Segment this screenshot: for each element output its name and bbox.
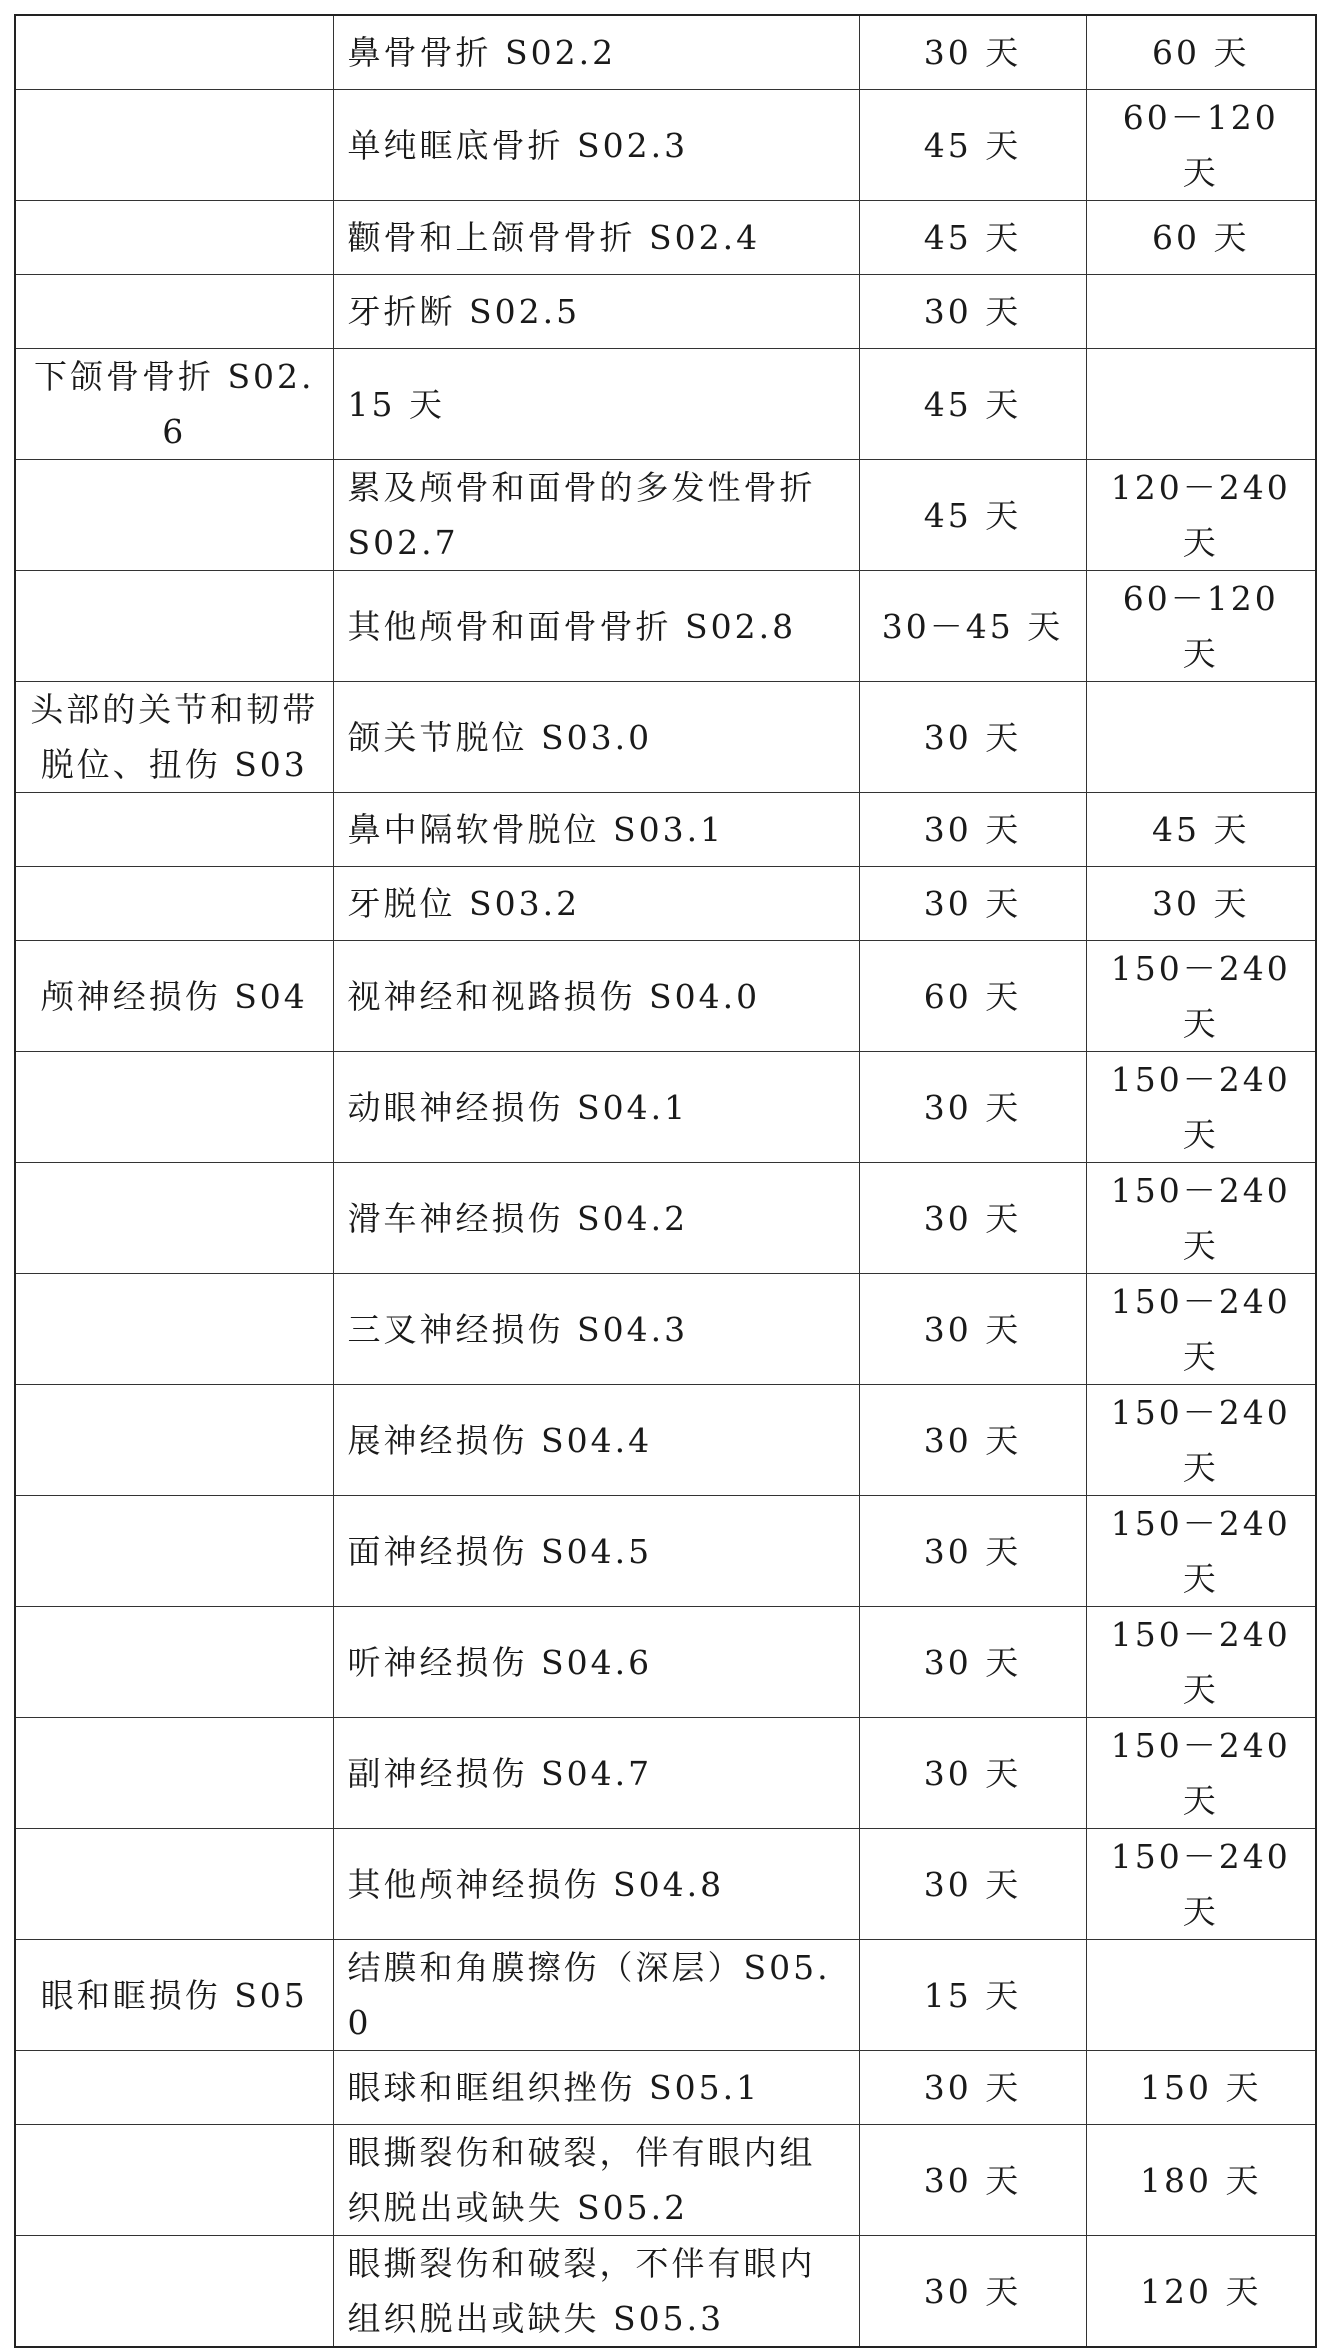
period-cell: 30 天: [859, 2051, 1086, 2125]
table-row: [15, 1829, 1316, 1940]
injury-cell: 面神经损伤 S04.5: [333, 1496, 859, 1607]
table-row: [15, 1718, 1316, 1829]
extended-period-cell: 150－240 天: [1086, 1163, 1316, 1274]
extended-period-cell: 150－240 天: [1086, 1274, 1316, 1385]
category-cell: [15, 1496, 333, 1607]
table-row: [15, 2236, 1316, 2348]
category-cell: [15, 571, 333, 682]
table-row: [15, 1274, 1316, 1385]
injury-cell: 结膜和角膜擦伤（深层）S05.0: [333, 1940, 859, 2051]
table-row: [15, 90, 1316, 201]
category-cell: [15, 90, 333, 201]
table-row: [15, 460, 1316, 571]
category-cell: [15, 1052, 333, 1163]
extended-period-cell: 45 天: [1086, 793, 1316, 867]
injury-cell: 副神经损伤 S04.7: [333, 1718, 859, 1829]
injury-cell: 眼球和眶组织挫伤 S05.1: [333, 2051, 859, 2125]
injury-cell: 展神经损伤 S04.4: [333, 1385, 859, 1496]
category-cell: [15, 1607, 333, 1718]
period-cell: 30 天: [859, 793, 1086, 867]
injury-cell: 牙折断 S02.5: [333, 275, 859, 349]
injury-cell: 听神经损伤 S04.6: [333, 1607, 859, 1718]
period-cell: 30 天: [859, 682, 1086, 793]
period-cell: 45 天: [859, 460, 1086, 571]
period-cell: 45 天: [859, 201, 1086, 275]
injury-period-table: [14, 14, 1317, 2348]
table-row: [15, 2051, 1316, 2125]
extended-period-cell: 150－240 天: [1086, 1385, 1316, 1496]
table-row: [15, 1385, 1316, 1496]
extended-period-cell: 150－240 天: [1086, 1607, 1316, 1718]
extended-period-cell: 150 天: [1086, 2051, 1316, 2125]
table-row: [15, 15, 1316, 90]
table-row: [15, 1607, 1316, 1718]
injury-cell: 动眼神经损伤 S04.1: [333, 1052, 859, 1163]
injury-cell: 滑车神经损伤 S04.2: [333, 1163, 859, 1274]
period-cell: 30 天: [859, 1274, 1086, 1385]
category-cell: 头部的关节和韧带脱位、扭伤 S03: [15, 682, 333, 793]
table-row: [15, 867, 1316, 941]
period-cell: 30 天: [859, 2125, 1086, 2236]
injury-cell: 单纯眶底骨折 S02.3: [333, 90, 859, 201]
document-page: [14, 14, 1315, 2348]
category-cell: [15, 201, 333, 275]
period-cell: 30 天: [859, 1829, 1086, 1940]
injury-cell: 颌关节脱位 S03.0: [333, 682, 859, 793]
table-row: [15, 1052, 1316, 1163]
extended-period-cell: [1086, 349, 1316, 460]
injury-cell: 眼撕裂伤和破裂，不伴有眼内组织脱出或缺失 S05.3: [333, 2236, 859, 2348]
category-cell: [15, 1829, 333, 1940]
category-cell: [15, 1274, 333, 1385]
extended-period-cell: 180 天: [1086, 2125, 1316, 2236]
period-cell: 30 天: [859, 1718, 1086, 1829]
extended-period-cell: 150－240 天: [1086, 1718, 1316, 1829]
injury-cell: 牙脱位 S03.2: [333, 867, 859, 941]
table-row: [15, 2125, 1316, 2236]
extended-period-cell: [1086, 1940, 1316, 2051]
period-cell: 30－45 天: [859, 571, 1086, 682]
injury-cell: 视神经和视路损伤 S04.0: [333, 941, 859, 1052]
table-body: [15, 15, 1316, 2347]
period-cell: 30 天: [859, 1052, 1086, 1163]
table-row: [15, 349, 1316, 460]
period-cell: 30 天: [859, 867, 1086, 941]
period-cell: 30 天: [859, 1607, 1086, 1718]
category-cell: [15, 275, 333, 349]
table-row: [15, 201, 1316, 275]
table-row: [15, 793, 1316, 867]
table-row: [15, 1940, 1316, 2051]
injury-cell: 三叉神经损伤 S04.3: [333, 1274, 859, 1385]
injury-cell: 累及颅骨和面骨的多发性骨折 S02.7: [333, 460, 859, 571]
extended-period-cell: 150－240 天: [1086, 1496, 1316, 1607]
extended-period-cell: 150－240 天: [1086, 1829, 1316, 1940]
period-cell: 45 天: [859, 349, 1086, 460]
category-cell: [15, 2236, 333, 2348]
injury-cell: 其他颅骨和面骨骨折 S02.8: [333, 571, 859, 682]
category-cell: [15, 2051, 333, 2125]
period-cell: 30 天: [859, 1385, 1086, 1496]
extended-period-cell: [1086, 682, 1316, 793]
injury-cell: 颧骨和上颌骨骨折 S02.4: [333, 201, 859, 275]
table-row: [15, 571, 1316, 682]
extended-period-cell: [1086, 275, 1316, 349]
injury-cell: 鼻骨骨折 S02.2: [333, 15, 859, 90]
category-cell: [15, 1163, 333, 1274]
extended-period-cell: 60 天: [1086, 201, 1316, 275]
category-cell: [15, 2125, 333, 2236]
period-cell: 30 天: [859, 275, 1086, 349]
category-cell: 颅神经损伤 S04: [15, 941, 333, 1052]
extended-period-cell: 150－240 天: [1086, 1052, 1316, 1163]
period-cell: 30 天: [859, 1163, 1086, 1274]
category-cell: [15, 460, 333, 571]
table-row: [15, 1163, 1316, 1274]
extended-period-cell: 150－240 天: [1086, 941, 1316, 1052]
table-row: [15, 275, 1316, 349]
period-cell: 30 天: [859, 2236, 1086, 2348]
injury-cell: 鼻中隔软骨脱位 S03.1: [333, 793, 859, 867]
extended-period-cell: 60－120 天: [1086, 90, 1316, 201]
category-cell: 下颌骨骨折 S02.6: [15, 349, 333, 460]
injury-cell: 15 天: [333, 349, 859, 460]
extended-period-cell: 60 天: [1086, 15, 1316, 90]
category-cell: [15, 867, 333, 941]
extended-period-cell: 120 天: [1086, 2236, 1316, 2348]
period-cell: 15 天: [859, 1940, 1086, 2051]
category-cell: [15, 1718, 333, 1829]
category-cell: [15, 1385, 333, 1496]
extended-period-cell: 30 天: [1086, 867, 1316, 941]
period-cell: 60 天: [859, 941, 1086, 1052]
period-cell: 30 天: [859, 15, 1086, 90]
period-cell: 45 天: [859, 90, 1086, 201]
category-cell: [15, 15, 333, 90]
period-cell: 30 天: [859, 1496, 1086, 1607]
category-cell: [15, 793, 333, 867]
extended-period-cell: 120－240 天: [1086, 460, 1316, 571]
table-row: [15, 682, 1316, 793]
injury-cell: 眼撕裂伤和破裂，伴有眼内组织脱出或缺失 S05.2: [333, 2125, 859, 2236]
extended-period-cell: 60－120 天: [1086, 571, 1316, 682]
table-row: [15, 941, 1316, 1052]
table-row: [15, 1496, 1316, 1607]
category-cell: 眼和眶损伤 S05: [15, 1940, 333, 2051]
injury-cell: 其他颅神经损伤 S04.8: [333, 1829, 859, 1940]
